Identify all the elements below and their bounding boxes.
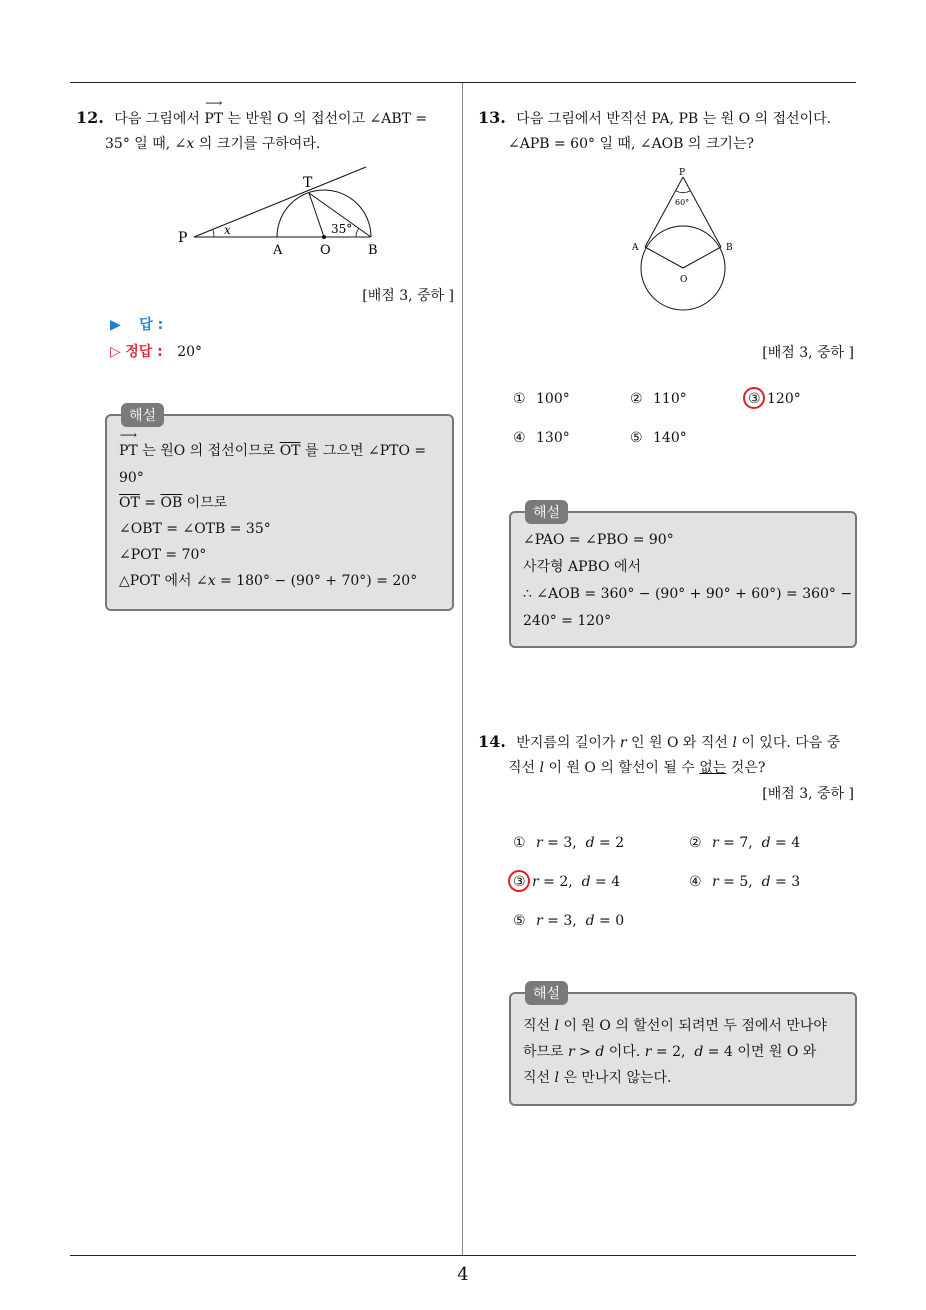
q13-radius-ob bbox=[683, 247, 721, 268]
q12-sol-line-5: ∠POT = 70° bbox=[119, 547, 207, 563]
q14-underlined-word: 없는 bbox=[699, 760, 727, 776]
q12-label-t: T bbox=[303, 175, 313, 191]
q12-solution-tag: 해설 bbox=[121, 403, 164, 427]
q13-label-b: B bbox=[726, 243, 733, 253]
q14-sol-line-2: 하므로 r > d 이다. r = 2, d = 4 이면 원 O 와 bbox=[523, 1044, 817, 1060]
q12-label-b: B bbox=[368, 243, 378, 258]
q12-sol-line-4: ∠OBT = ∠OTB = 35° bbox=[119, 521, 271, 537]
column-divider bbox=[462, 83, 463, 1255]
q14-solution-tag: 해설 bbox=[525, 981, 568, 1005]
q12-score: [배점 3, 중하 ] bbox=[362, 288, 454, 304]
q13-solution-box bbox=[509, 505, 857, 648]
q12-angle-x-arc bbox=[213, 230, 214, 237]
q13-sol-line-4: 240° = 120° bbox=[523, 613, 612, 629]
q13-line-2: ∠APB = 60° 일 때, ∠AOB 의 크기는? bbox=[508, 136, 754, 152]
q12-line-2: 35° 일 때, ∠x 의 크기를 구하여라. bbox=[105, 136, 321, 152]
q13-solution-tag: 해설 bbox=[525, 500, 568, 524]
q12-sol-line-1: ⟶ PT 는 원O 의 접선이므로 $\overline{OT}$ 를 그으면 ∠PTO = bbox=[119, 428, 427, 459]
q13-label-o: O bbox=[680, 275, 688, 285]
outline-triangle-icon: ▷ bbox=[110, 344, 121, 360]
q14-line-2: 직선 l 이 원 O 의 할선이 될 수 없는 것은? bbox=[508, 760, 766, 776]
q13-tangent-pb bbox=[683, 177, 721, 247]
q13-choice-2[interactable]: ② 110° bbox=[630, 391, 687, 407]
q12-angle-35-arc bbox=[356, 228, 359, 237]
q12-solution-box bbox=[105, 408, 454, 611]
page-number: 4 bbox=[457, 1264, 469, 1285]
q14-choice-5[interactable]: ⑤ r = 3, d = 0 bbox=[513, 913, 625, 929]
q13-line-1: 13. 다음 그림에서 반직선 PA, PB 는 원 O 의 접선이다. bbox=[478, 108, 832, 127]
q12-line-1: 12. 다음 그림에서 ⟶ PT 는 반원 O 의 접선이고 ∠ABT = bbox=[76, 105, 427, 132]
q12-answer-label: 답 : bbox=[139, 317, 164, 333]
q14-number: 14. bbox=[478, 732, 506, 751]
q13-score: [배점 3, 중하 ] bbox=[762, 345, 854, 361]
q14-selected-mark: ③ bbox=[513, 874, 526, 890]
q13-sol-line-1: ∠PAO = ∠PBO = 90° bbox=[523, 532, 674, 548]
top-rule bbox=[70, 82, 856, 83]
q12-sol-line-3: $\overline{OT} = \overline{OB}$ 이므로 bbox=[119, 495, 228, 511]
q13-angle-arc bbox=[676, 191, 690, 193]
q12-ray-pt: ⟶ PT bbox=[204, 96, 224, 127]
q12-correct-row bbox=[110, 341, 202, 361]
q14-choice-3[interactable]: ③ r = 2, d = 4 bbox=[513, 874, 621, 890]
q13-choice-4[interactable]: ④ 130° bbox=[513, 430, 570, 446]
q12-number: 12. bbox=[76, 108, 104, 127]
q14-sol-line-1: 직선 l 이 원 O 의 할선이 되려면 두 점에서 만나야 bbox=[523, 1018, 827, 1034]
q14-line-1: 14. 반지름의 길이가 r 인 원 O 와 직선 l 이 있다. 다음 중 bbox=[478, 732, 841, 751]
q14-choice-2[interactable]: ② r = 7, d = 4 bbox=[689, 835, 801, 851]
q12-label-o: O bbox=[320, 243, 331, 258]
q12-label-35: 35° bbox=[331, 222, 353, 236]
q14-sol-line-3: 직선 l 은 만나지 않는다. bbox=[523, 1070, 672, 1086]
q14-choice-1[interactable]: ① r = 3, d = 2 bbox=[513, 835, 625, 851]
q13-sol-line-2: 사각형 APBO 에서 bbox=[523, 559, 642, 575]
q12-answer-row bbox=[110, 314, 163, 334]
q13-label-60: 60° bbox=[675, 198, 690, 207]
q13-choice-1[interactable]: ① 100° bbox=[513, 391, 570, 407]
bottom-rule bbox=[70, 1255, 856, 1256]
q12-correct-value: 20° bbox=[177, 344, 203, 360]
q13-radius-oa bbox=[645, 247, 683, 268]
q12-figure bbox=[170, 165, 390, 265]
q12-center-dot bbox=[322, 235, 326, 239]
q14-score: [배점 3, 중하 ] bbox=[762, 786, 854, 802]
play-triangle-icon: ▶ bbox=[110, 317, 121, 333]
q12-sol-line-6: △POT 에서 ∠x = 180° − (90° + 70°) = 20° bbox=[119, 573, 418, 589]
q13-sol-line-3: ∴ ∠AOB = 360° − (90° + 90° + 60°) = 360° − bbox=[523, 586, 853, 602]
q13-choice-3[interactable]: ③ 120° bbox=[748, 391, 801, 407]
q12-correct-label: 정답 : bbox=[125, 344, 163, 360]
q13-number: 13. bbox=[478, 108, 506, 127]
q13-choice-5[interactable]: ⑤ 140° bbox=[630, 430, 687, 446]
ray-arrow-icon: ⟶ bbox=[205, 96, 223, 110]
q14-solution-box bbox=[509, 986, 857, 1106]
q12-segment-to bbox=[309, 193, 324, 237]
q12-sol-line-2: 90° bbox=[119, 470, 144, 486]
q14-choice-4[interactable]: ④ r = 5, d = 3 bbox=[689, 874, 801, 890]
ray-arrow-icon: ⟶ bbox=[119, 428, 137, 442]
q13-figure bbox=[625, 165, 745, 320]
q13-selected-mark: ③ bbox=[748, 391, 761, 407]
q13-label-a: A bbox=[632, 243, 639, 253]
q12-label-a: A bbox=[273, 243, 283, 258]
q12-label-p: P bbox=[178, 230, 188, 246]
q13-tangent-pa bbox=[645, 177, 683, 247]
q13-label-p: P bbox=[679, 168, 686, 178]
q12-label-x: x bbox=[224, 223, 231, 237]
